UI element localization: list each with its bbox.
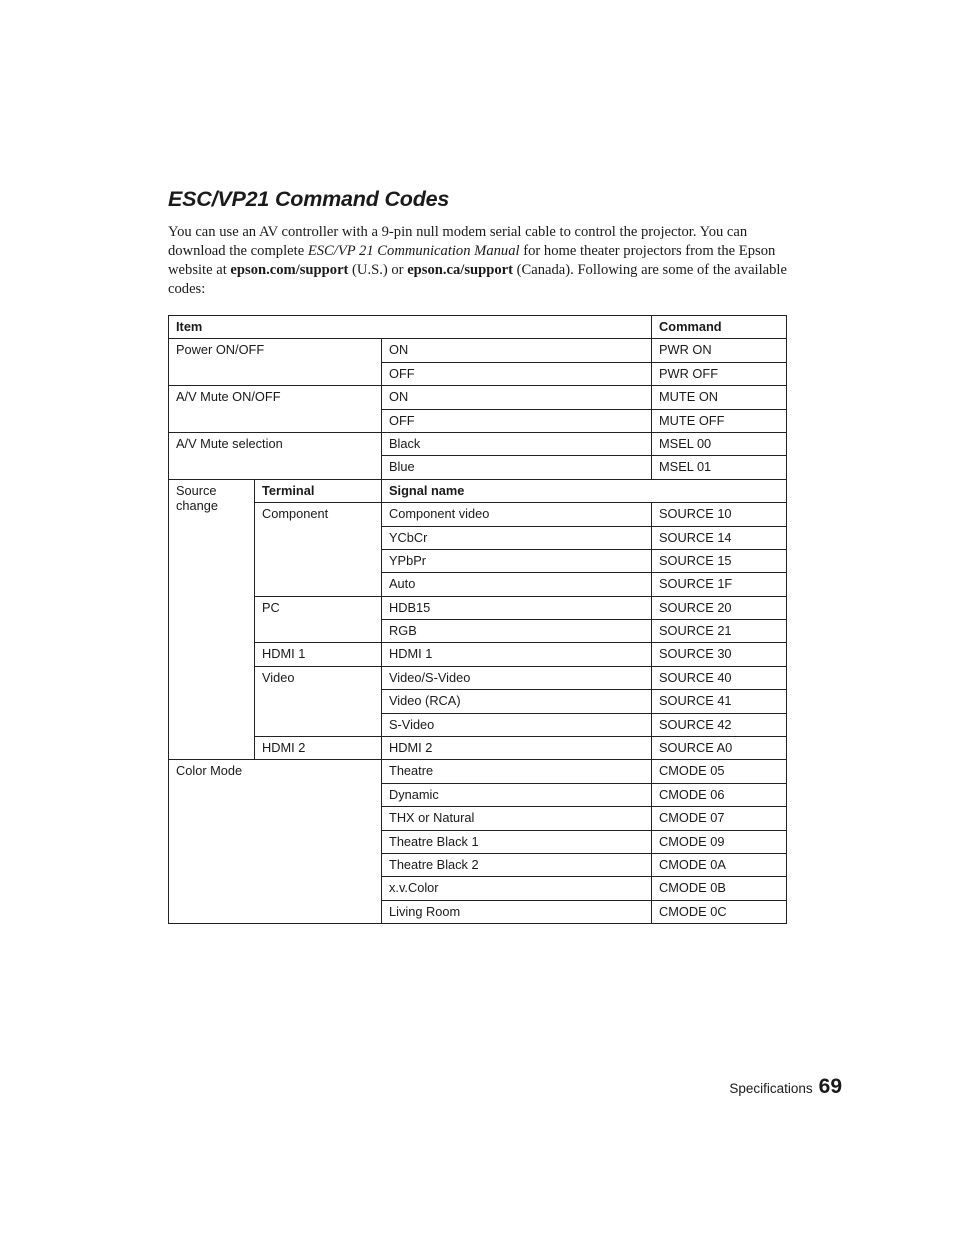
command-cell: SOURCE 42	[652, 713, 787, 736]
signal-cell: Video (RCA)	[382, 690, 652, 713]
header-command: Command	[652, 316, 787, 339]
command-cell: PWR ON	[652, 339, 787, 362]
command-cell: SOURCE 14	[652, 526, 787, 549]
command-cell: SOURCE 1F	[652, 573, 787, 596]
signal-cell: HDMI 2	[382, 737, 652, 760]
signal-cell: YPbPr	[382, 549, 652, 572]
command-cell: PWR OFF	[652, 362, 787, 385]
signal-cell: HDMI 1	[382, 643, 652, 666]
signal-cell: Auto	[382, 573, 652, 596]
command-cell: CMODE 0A	[652, 853, 787, 876]
terminal-video: Video	[255, 666, 382, 736]
command-cell: CMODE 06	[652, 783, 787, 806]
option-cell: x.v.Color	[382, 877, 652, 900]
intro-text: (Canada). Following are some of the available codes:	[168, 262, 787, 297]
command-cell: SOURCE A0	[652, 737, 787, 760]
table-row	[169, 432, 787, 455]
option-cell: ON	[382, 339, 652, 362]
option-cell: Black	[382, 432, 652, 455]
manual-title: ESC/VP 21 Communication Manual	[307, 243, 520, 259]
command-cell: SOURCE 15	[652, 549, 787, 572]
subheader-signal-name: Signal name	[382, 479, 787, 502]
table-row	[169, 503, 787, 526]
table-row	[169, 339, 787, 362]
table-row	[169, 737, 787, 760]
command-cell: SOURCE 10	[652, 503, 787, 526]
intro-text: You can use an AV controller with a 9-pin null modem serial cable to control the projector. You can download the complete	[168, 224, 748, 259]
option-cell: OFF	[382, 409, 652, 432]
table-row	[169, 666, 787, 689]
option-cell: Dynamic	[382, 783, 652, 806]
table-row	[169, 479, 787, 502]
terminal-component: Component	[255, 503, 382, 597]
url-us: epson.com/support	[230, 262, 349, 278]
command-cell: MSEL 00	[652, 432, 787, 455]
command-cell: SOURCE 41	[652, 690, 787, 713]
page-number: 69	[818, 1075, 842, 1098]
terminal-pc: PC	[255, 596, 382, 643]
option-cell: Theatre Black 1	[382, 830, 652, 853]
item-mute: A/V Mute ON/OFF	[169, 386, 382, 433]
url-canada: epson.ca/support	[407, 262, 514, 278]
command-cell: CMODE 07	[652, 807, 787, 830]
command-cell: CMODE 0B	[652, 877, 787, 900]
footer-section: Specifications	[729, 1081, 813, 1096]
command-code-table	[168, 315, 787, 924]
intro-paragraph	[168, 223, 790, 299]
option-cell: Theatre	[382, 760, 652, 783]
command-cell: MUTE ON	[652, 386, 787, 409]
subheader-terminal: Terminal	[255, 479, 382, 502]
command-cell: CMODE 09	[652, 830, 787, 853]
command-cell: MSEL 01	[652, 456, 787, 479]
command-cell: CMODE 05	[652, 760, 787, 783]
table-header-row	[169, 316, 787, 339]
signal-cell: RGB	[382, 620, 652, 643]
option-cell: THX or Natural	[382, 807, 652, 830]
table-row	[169, 643, 787, 666]
terminal-hdmi1: HDMI 1	[255, 643, 382, 666]
signal-cell: Video/S-Video	[382, 666, 652, 689]
command-cell: SOURCE 21	[652, 620, 787, 643]
page-title: ESC/VP21 Command Codes	[168, 187, 450, 211]
table-row	[169, 386, 787, 409]
table-row	[169, 760, 787, 783]
page-footer	[729, 1075, 842, 1099]
header-item: Item	[169, 316, 652, 339]
command-cell: MUTE OFF	[652, 409, 787, 432]
option-cell: Theatre Black 2	[382, 853, 652, 876]
signal-cell: Component video	[382, 503, 652, 526]
item-color-mode: Color Mode	[169, 760, 382, 924]
signal-cell: HDB15	[382, 596, 652, 619]
signal-cell: YCbCr	[382, 526, 652, 549]
option-cell: Blue	[382, 456, 652, 479]
intro-text: for home theater projectors from the Epson website at	[168, 243, 776, 278]
item-mute-selection: A/V Mute selection	[169, 432, 382, 479]
table-row	[169, 596, 787, 619]
command-cell: SOURCE 40	[652, 666, 787, 689]
option-cell: ON	[382, 386, 652, 409]
item-power: Power ON/OFF	[169, 339, 382, 386]
terminal-hdmi2: HDMI 2	[255, 737, 382, 760]
option-cell: OFF	[382, 362, 652, 385]
command-cell: SOURCE 30	[652, 643, 787, 666]
option-cell: Living Room	[382, 900, 652, 923]
intro-text: (U.S.) or	[348, 262, 408, 278]
command-cell: CMODE 0C	[652, 900, 787, 923]
command-cell: SOURCE 20	[652, 596, 787, 619]
item-source-change: Source change	[169, 479, 255, 760]
signal-cell: S-Video	[382, 713, 652, 736]
